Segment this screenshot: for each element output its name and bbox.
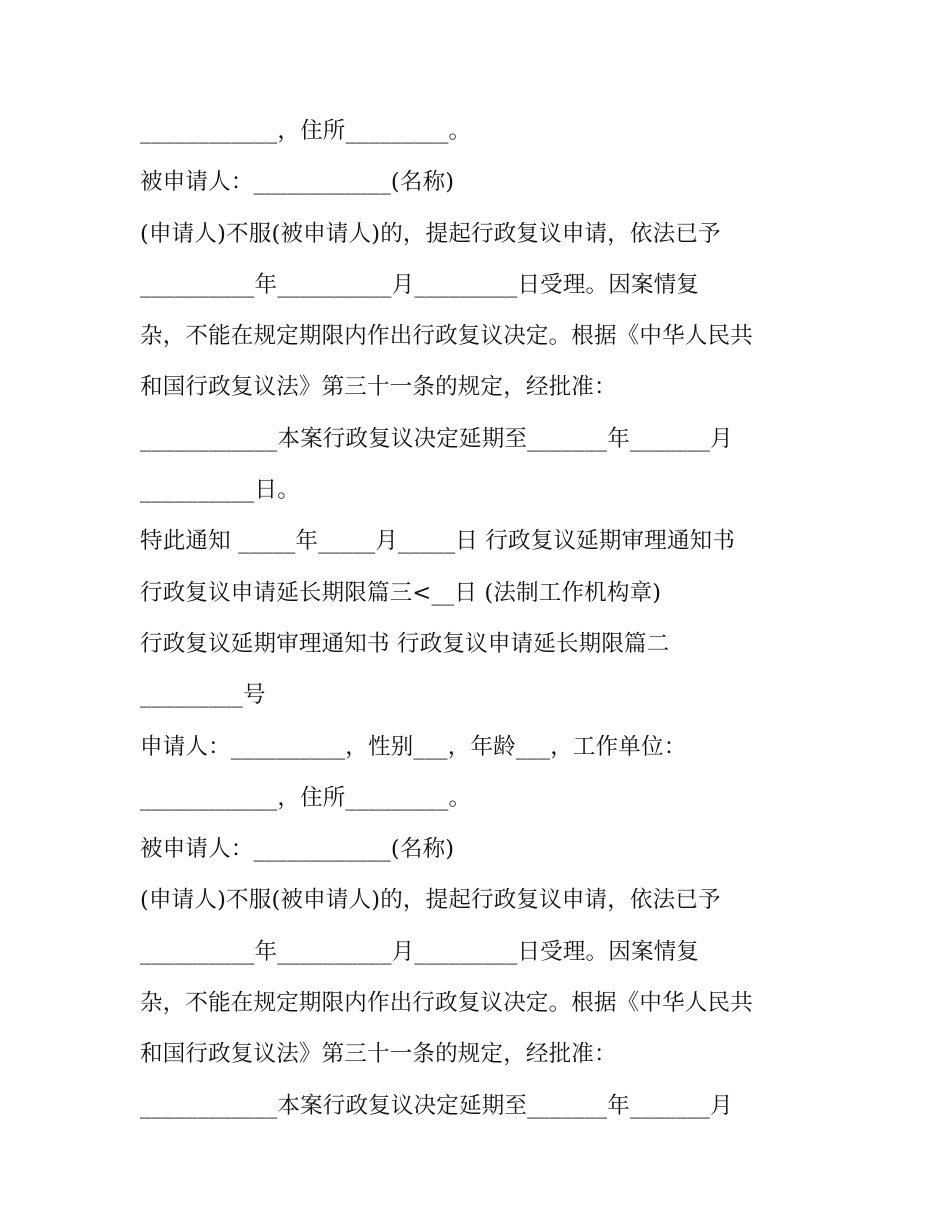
text-line-9: 特此通知 _____年_____月_____日 行政复议延期审理通知书 bbox=[140, 528, 736, 555]
text-line-11: 行政复议延期审理通知书 行政复议申请延长期限篇二 bbox=[140, 630, 670, 657]
text-line-12: _________号 bbox=[140, 682, 266, 709]
text-line-3: (申请人)不服(被申请人)的，提起行政复议申请，依法已予 bbox=[140, 220, 721, 247]
document-body bbox=[140, 106, 820, 1132]
text-line-1: ____________，住所_________。 bbox=[140, 118, 472, 144]
text-line-6: 和国行政复议法》第三十一条的规定，经批准： bbox=[140, 374, 617, 401]
text-line-5: 杂，不能在规定期限内作出行政复议决定。根据《中华人民共 bbox=[140, 323, 753, 350]
text-line-20: ____________本案行政复议决定延期至_______年_______月 bbox=[140, 1092, 733, 1119]
text-line-2: 被申请人：____________(名称) bbox=[140, 169, 455, 196]
text-line-19: 和国行政复议法》第三十一条的规定，经批准： bbox=[140, 1041, 617, 1068]
text-line-8: __________日。 bbox=[140, 477, 300, 504]
text-line-13: 申请人：__________，性别___，年龄___，工作单位： bbox=[140, 733, 687, 760]
text-line-10: 行政复议申请延长期限篇三<__日 (法制工作机构章) bbox=[140, 579, 662, 606]
text-line-17: __________年__________月_________日受理。因案情复 bbox=[140, 938, 700, 965]
text-line-15: 被申请人：____________(名称) bbox=[140, 836, 455, 863]
text-line-14: ____________，住所_________。 bbox=[140, 784, 472, 811]
text-line-4: __________年__________月_________日受理。因案情复 bbox=[140, 271, 700, 298]
text-line-7: ____________本案行政复议决定延期至_______年_______月 bbox=[140, 425, 733, 452]
text-line-18: 杂，不能在规定期限内作出行政复议决定。根据《中华人民共 bbox=[140, 990, 753, 1017]
text-line-16: (申请人)不服(被申请人)的，提起行政复议申请，依法已予 bbox=[140, 887, 721, 914]
